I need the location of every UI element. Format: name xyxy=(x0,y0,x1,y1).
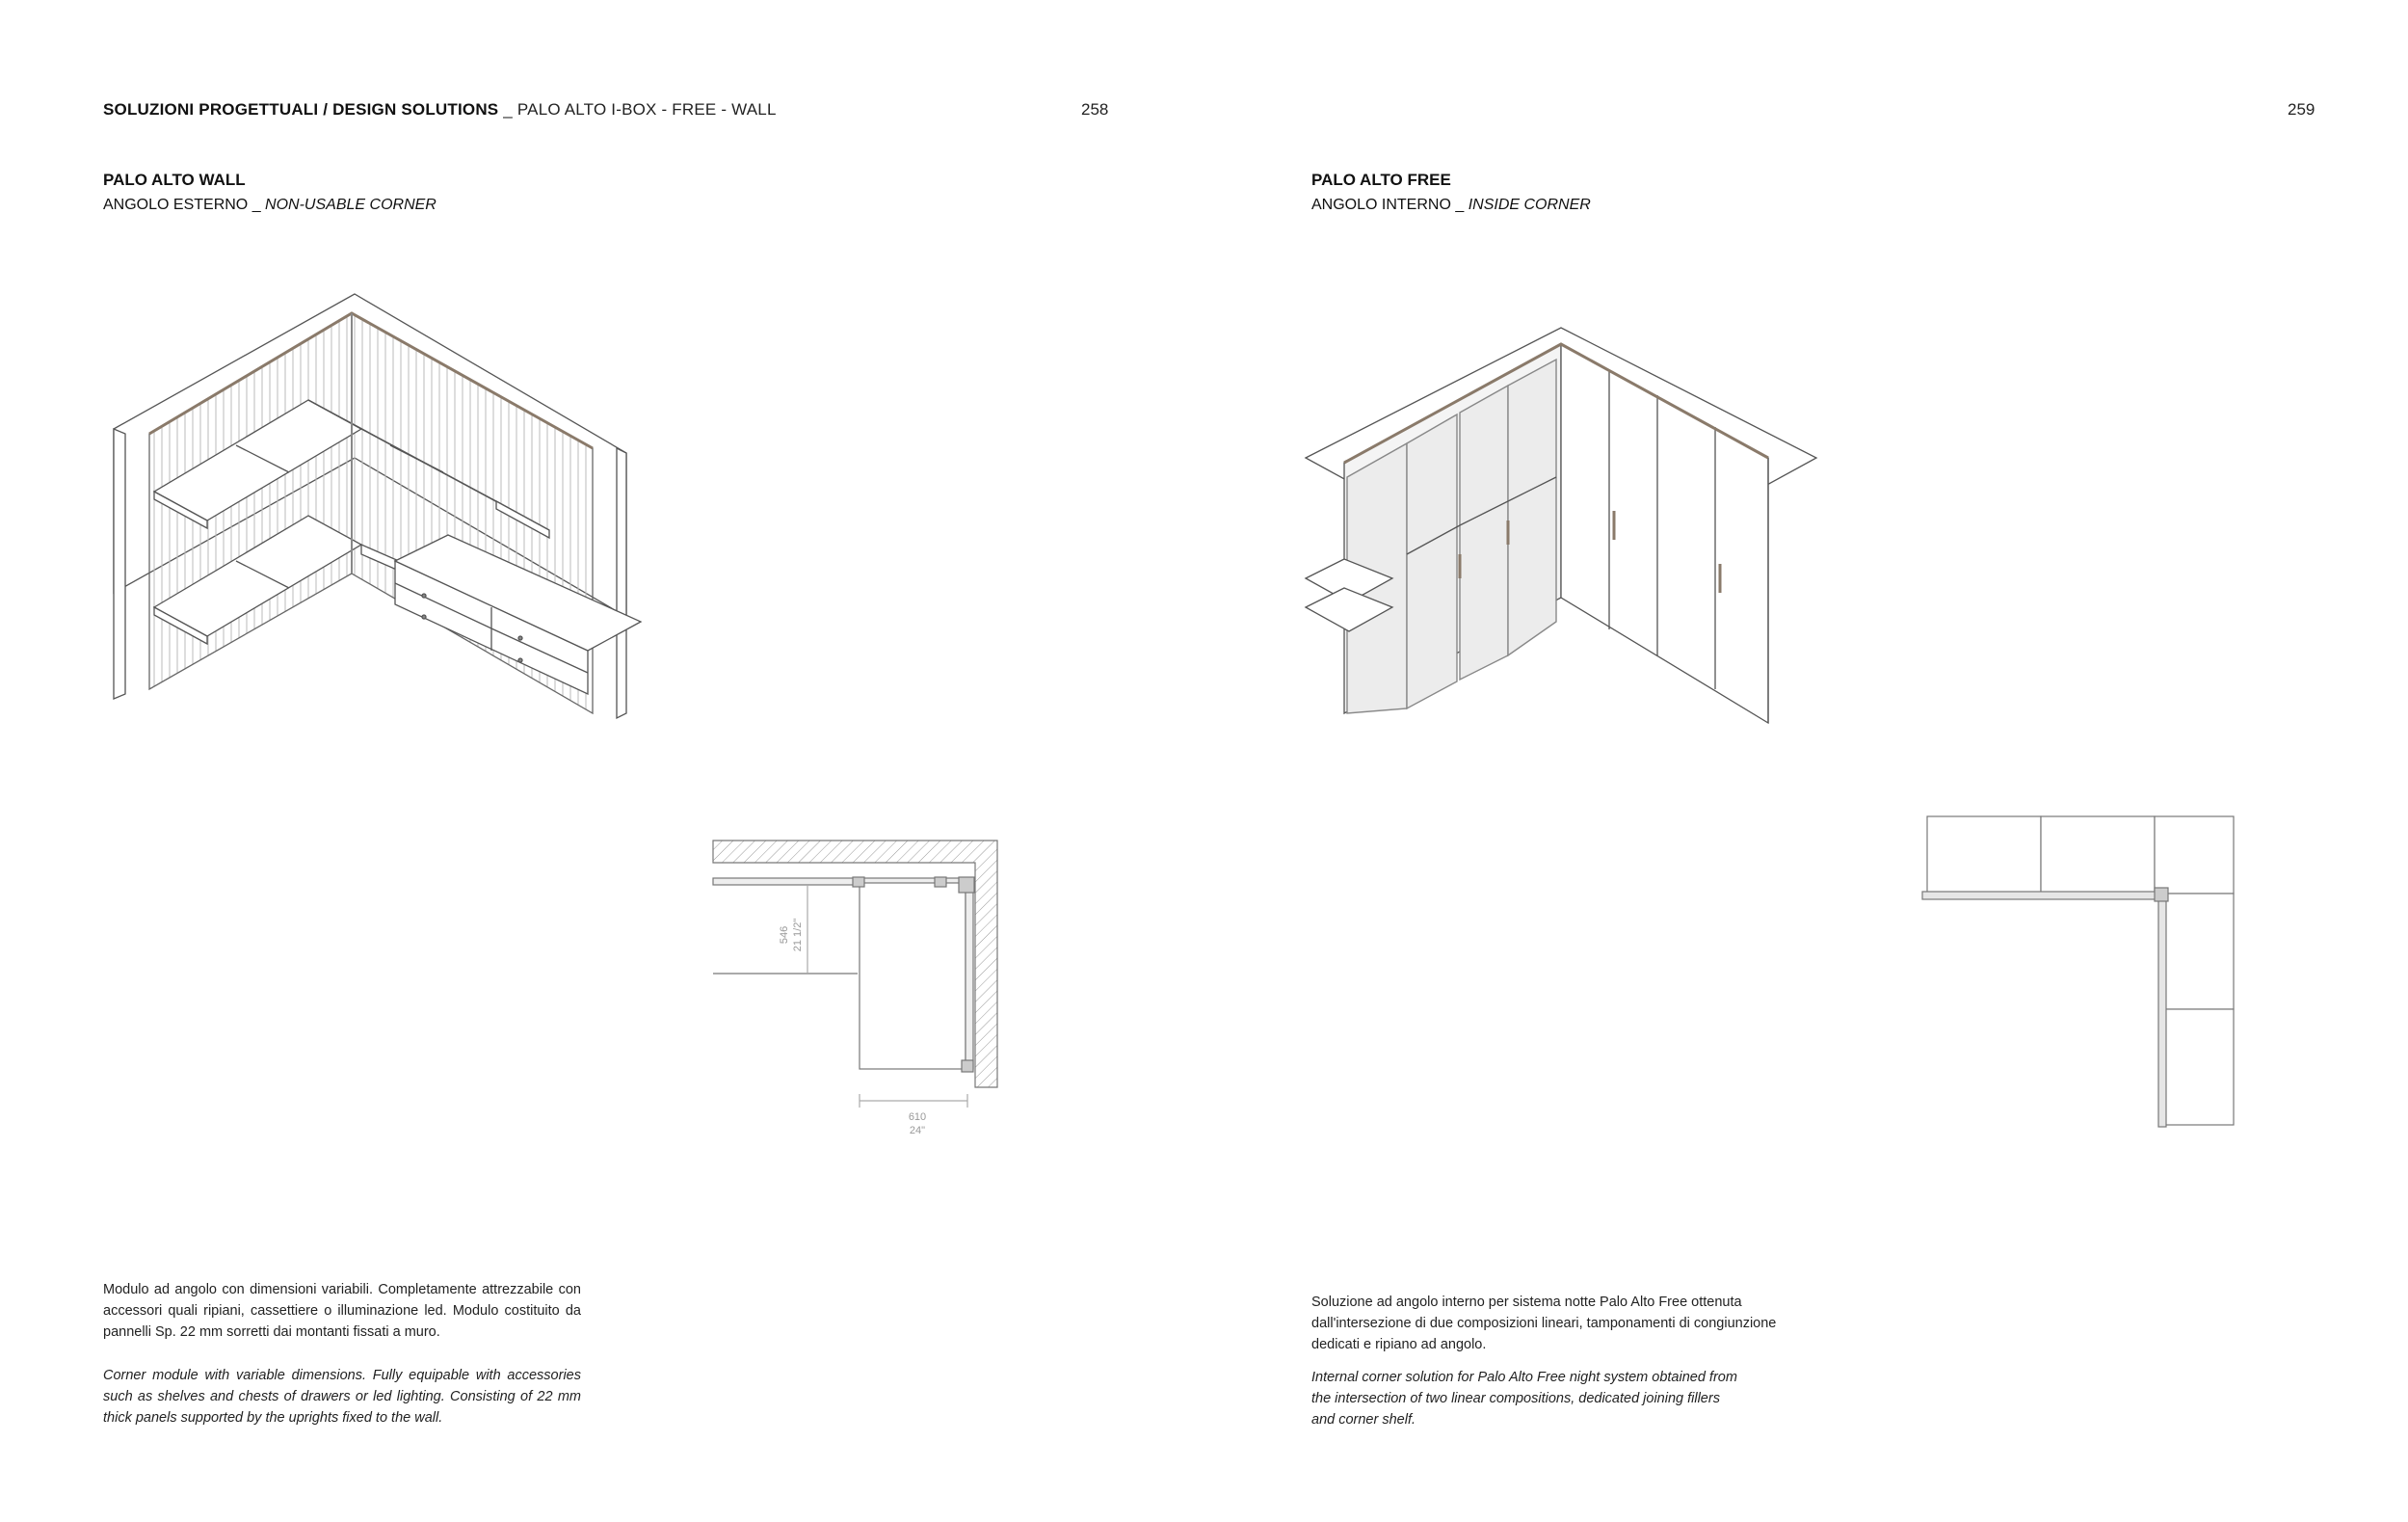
right-en-line: Internal corner solution for Palo Alto Free night system obtained from xyxy=(1311,1370,1737,1385)
page-number-left: 258 xyxy=(1081,100,1109,119)
left-subtitle-it: ANGOLO ESTERNO _ xyxy=(103,197,261,213)
right-it-line: dall'intersezione di due composizioni lineari, tamponamenti di congiunzione xyxy=(1311,1316,1777,1331)
right-subtitle xyxy=(1311,197,1591,214)
right-description-en xyxy=(1311,1367,1813,1430)
right-it-line: dedicati e ripiano ad angolo. xyxy=(1311,1337,1487,1352)
right-it-line: Soluzione ad angolo interno per sistema notte Palo Alto Free ottenuta xyxy=(1311,1295,1742,1310)
page-number-right: 259 xyxy=(2288,100,2315,119)
left-subtitle-en: NON-USABLE CORNER xyxy=(265,197,437,213)
depth-in-label: 21 1/2" xyxy=(792,918,804,952)
width-mm-label: 610 xyxy=(908,1111,927,1123)
left-subtitle xyxy=(103,197,437,214)
right-en-line: and corner shelf. xyxy=(1311,1412,1416,1428)
left-title: PALO ALTO WALL xyxy=(103,171,246,189)
left-description-it: Modulo ad angolo con dimensioni variabili. Completamente attrezzabile con accessori quali ripiani, cassettiere o illuminazione led. Modulo costituito da pannelli Sp. 22 mm sorretti dai montanti fissati a muro. xyxy=(103,1282,581,1340)
free-corner-isometric-drawing xyxy=(1301,323,1821,733)
wall-corner-plan-drawing xyxy=(713,839,1002,1137)
running-header xyxy=(103,100,777,120)
left-description-en: Corner module with variable dimensions. Fully equipable with accessories such as shelves and chests of drawers or led lighting. Consisting of 22 mm thick panels supported by the uprights fixed to the wall. xyxy=(103,1368,581,1426)
right-subtitle-it: ANGOLO INTERNO _ xyxy=(1311,197,1465,213)
right-description-it xyxy=(1311,1292,1813,1355)
right-en-line: the intersection of two linear compositions, dedicated joining fillers xyxy=(1311,1391,1720,1406)
right-title: PALO ALTO FREE xyxy=(1311,171,1451,189)
free-corner-plan-drawing xyxy=(1922,814,2240,1133)
wall-corner-isometric-drawing xyxy=(106,289,646,733)
depth-mm-label: 546 xyxy=(779,925,790,945)
width-in-label: 24" xyxy=(909,1125,926,1136)
right-subtitle-en: INSIDE CORNER xyxy=(1468,197,1591,213)
header-subsection: _ PALO ALTO I-BOX - FREE - WALL xyxy=(503,100,777,119)
header-section-title: SOLUZIONI PROGETTUALI / DESIGN SOLUTIONS xyxy=(103,100,499,119)
